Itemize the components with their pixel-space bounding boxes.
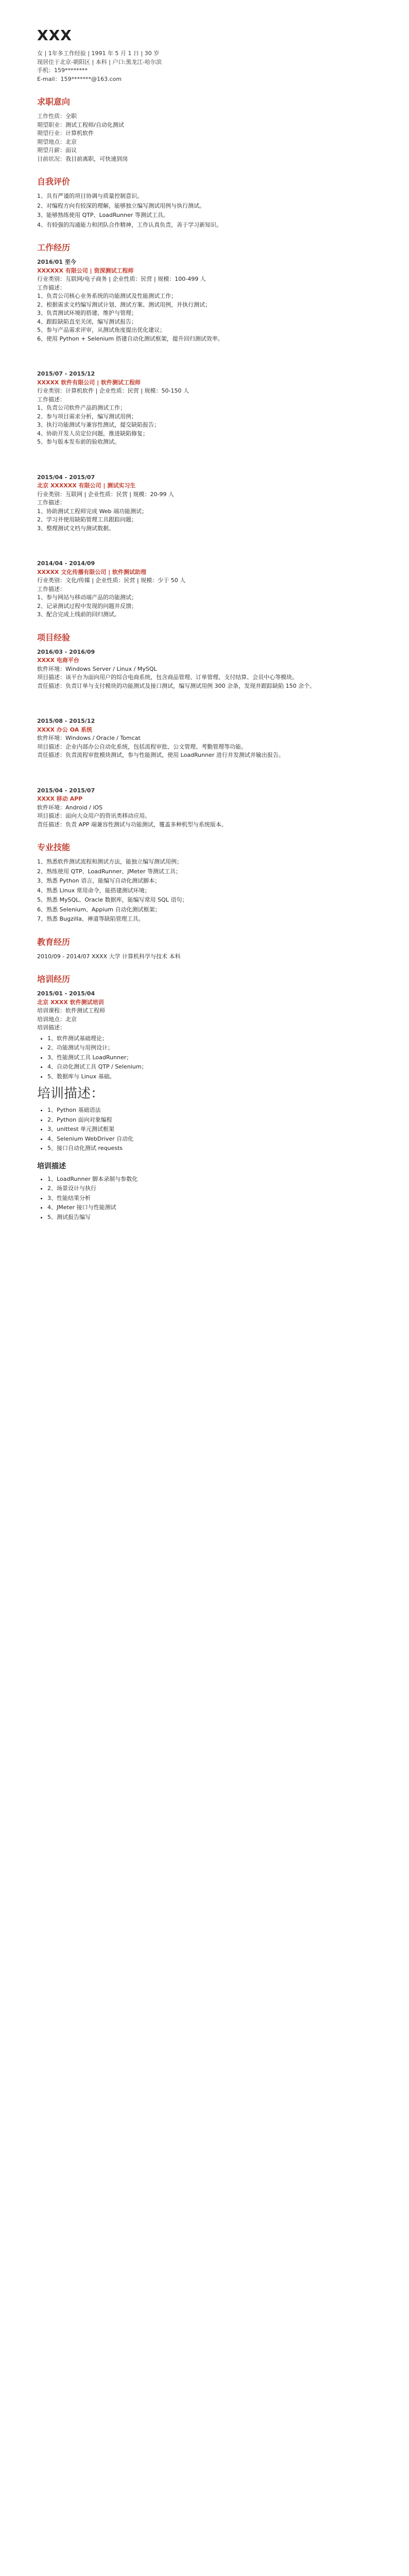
job-line: 5、参与产品需求评审，从测试角度提出优化建议； <box>37 327 165 333</box>
basic-info-line1: 女 | 1年多工作经验 | 1991 年 5 月 1 日 | 30 岁 <box>37 50 160 57</box>
job-line: 5、参与版本发布前的验收测试。 <box>37 438 120 445</box>
training-desc-label: 培训描述： <box>37 1024 65 1031</box>
intention-list <box>37 112 372 163</box>
job-company: XXXXXX 有限公司 | 资深测试工程师 <box>37 267 134 274</box>
python-list <box>47 1106 372 1153</box>
job-line: 2、根据需求文档编写测试计划、测试方案、测试用例，并执行测试； <box>37 301 211 308</box>
intention-item: 工作性质：全职 <box>37 113 77 120</box>
job-entry <box>37 258 372 343</box>
project-line: 责任描述：负责订单与支付模块的功能测试及接口测试，编写测试用例 300 余条，发现并跟踪缺陷 150 余个。 <box>37 682 315 689</box>
second-list <box>47 1175 372 1222</box>
self-eval-line: 3、能够熟练使用 QTP、LoadRunner 等测试工具。 <box>37 212 169 218</box>
project-entry <box>37 787 372 829</box>
self-eval-line: 2、对编程方向有较深的理解，能够独立编写测试用例与执行测试。 <box>37 202 205 209</box>
job-line: 1、参与网站与移动端产品的功能测试； <box>37 594 137 601</box>
skill-line: 6、熟悉 Selenium、Appium 自动化测试框架； <box>37 906 161 913</box>
self-eval-title: 自我评价 <box>37 177 71 187</box>
project-line: 软件环境：Windows Server / Linux / MySQL <box>37 665 157 672</box>
job-line: 1、负责公司核心业务系统的功能测试及性能测试工作； <box>37 293 177 299</box>
training-org: 北京 XXXX 软件测试培训 <box>37 998 104 1006</box>
list-item: • 2、场景设计与执行 <box>47 1184 372 1193</box>
job-line: 3、负责测试环境的搭建、维护与管理； <box>37 310 137 316</box>
project-date: 2016/03 - 2016/09 <box>37 648 95 655</box>
job-line: 行业类别：计算机软件 | 企业性质：民营 | 规模：50-150 人 <box>37 387 189 394</box>
job-line: 行业类别：互联网/电子商务 | 企业性质：民营 | 规模：100-499 人 <box>37 276 206 282</box>
project-name: XXXX 电商平台 <box>37 657 79 664</box>
training-date: 2015/01 - 2015/04 <box>37 990 95 997</box>
list-item: • 4、自动化测试工具 QTP / Selenium； <box>47 1063 372 1072</box>
job-company: XXXXX 文化传播有限公司 | 软件测试助理 <box>37 568 146 575</box>
training-second-title: 培训描述 <box>37 1162 66 1171</box>
skill-line: 5、熟悉 MySQL、Oracle 数据库，能编写常用 SQL 语句； <box>37 896 188 903</box>
list-item: • 4、JMeter 接口与性能测试 <box>47 1204 372 1212</box>
list-item: • 3、unittest 单元测试框架 <box>47 1125 372 1134</box>
list-item: • 5、数据库与 Linux 基础。 <box>47 1073 372 1081</box>
intention-item: 目前状况：我目前离职，可快速到岗 <box>37 155 128 162</box>
list-item: • 2、Python 面向对象编程 <box>47 1116 372 1125</box>
job-line: 2、学习并使用缺陷管理工具跟踪问题； <box>37 516 137 523</box>
job-date: 2015/07 - 2015/12 <box>37 370 95 377</box>
project-entry <box>37 648 372 691</box>
list-item: • 5、测试报告编写 <box>47 1213 372 1222</box>
list-item: • 3、性能测试工具 LoadRunner； <box>47 1054 372 1062</box>
skill-line: 1、熟悉软件测试流程和测试方法，能独立编写测试用例； <box>37 858 182 865</box>
intention-item: 期望地点：北京 <box>37 138 77 145</box>
work-title: 工作经历 <box>37 243 71 252</box>
skill-line: 3、熟悉 Python 语言，能编写自动化测试脚本； <box>37 877 161 884</box>
resume-name: XXX <box>37 27 72 44</box>
project-line: 项目描述：面向大众用户的资讯类移动应用。 <box>37 812 150 819</box>
list-item: • 1、Python 基础语法 <box>47 1106 372 1115</box>
job-line: 3、整理测试文档与测试数据。 <box>37 524 114 532</box>
job-company: 北京 XXXXXX 有限公司 | 测试实习生 <box>37 482 136 489</box>
job-line: 工作描述： <box>37 585 65 592</box>
list-item: • 3、性能结果分析 <box>47 1194 372 1203</box>
list-item: • 1、软件测试基础理论； <box>47 1035 372 1043</box>
job-company: XXXXX 软件有限公司 | 软件测试工程师 <box>37 379 141 386</box>
project-name: XXXX 办公 OA 系统 <box>37 726 92 733</box>
job-entry <box>37 473 372 533</box>
project-name: XXXX 移动 APP <box>37 795 83 802</box>
self-eval-line: 1、具有严谨的项目协调与质量控制意识。 <box>37 193 143 199</box>
skills-title: 专业技能 <box>37 842 71 852</box>
training-desc-list <box>47 1035 372 1081</box>
basic-info-line2: 现居住于北京-朝阳区 | 本科 | 户口:黑龙江-哈尔滨 <box>37 58 162 65</box>
education-line: 2010/09 - 2014/07 XXXX 大学 计算机科学与技术 本科 <box>37 953 181 960</box>
intention-title: 求职意向 <box>37 97 71 107</box>
education-title: 教育经历 <box>37 937 71 947</box>
project-line: 软件环境：Windows / Oracle / Tomcat <box>37 735 141 741</box>
job-line: 工作描述： <box>37 396 65 403</box>
job-line: 工作描述： <box>37 499 65 506</box>
job-line: 3、执行功能测试与兼容性测试，提交缺陷报告； <box>37 421 160 428</box>
job-line: 2、参与项目需求分析，编写测试用例； <box>37 413 137 420</box>
skill-line: 2、熟练使用 QTP、LoadRunner、JMeter 等测试工具； <box>37 868 181 875</box>
intention-item: 期望月薪：面议 <box>37 147 77 154</box>
project-line: 软件环境：Android / iOS <box>37 804 103 811</box>
training-title: 培训经历 <box>37 974 71 984</box>
list-item: • 5、接口自动化测试 requests <box>47 1144 372 1153</box>
list-item: • 2、功能测试与用例设计； <box>47 1044 372 1053</box>
project-line: 责任描述：负责 APP 端兼容性测试与功能测试，覆盖多种机型与系统版本。 <box>37 821 227 828</box>
job-line: 4、协助开发人员定位问题，推进缺陷修复； <box>37 430 148 437</box>
list-item: • 4、Selenium WebDriver 自动化 <box>47 1135 372 1144</box>
email: E-mail：159*******@163.com <box>37 75 122 82</box>
project-date: 2015/08 - 2015/12 <box>37 718 95 724</box>
skill-line: 4、熟悉 Linux 常用命令，能搭建测试环境； <box>37 887 150 894</box>
project-line: 项目描述：该平台为面向用户的综合电商系统，包含商品管理、订单管理、支付结算、会员中心等模块。 <box>37 674 298 681</box>
intention-item: 期望行业：计算机软件 <box>37 130 94 137</box>
training-entry <box>37 990 372 1222</box>
phone: 手机：159******** <box>37 67 88 74</box>
self-eval-line: 4、有较强的沟通能力和团队合作精神，工作认真负责，善于学习新知识。 <box>37 221 222 228</box>
training-big-title: 培训描述： <box>37 1086 105 1101</box>
job-line: 1、负责公司软件产品的测试工作； <box>37 404 126 411</box>
job-date: 2015/04 - 2015/07 <box>37 473 95 481</box>
job-line: 工作描述： <box>37 284 65 291</box>
job-date: 2014/04 - 2014/09 <box>37 560 95 567</box>
job-date: 2016/01 至今 <box>37 259 76 265</box>
project-date: 2015/04 - 2015/07 <box>37 787 95 794</box>
job-entry <box>37 560 372 619</box>
job-line: 2、记录测试过程中发现的问题并反馈； <box>37 602 137 609</box>
job-entry <box>37 370 372 447</box>
job-line: 行业类别：互联网 | 企业性质：民营 | 规模：20-99 人 <box>37 490 174 498</box>
skill-line: 7、熟悉 Bugzilla、禅道等缺陷管理工具。 <box>37 916 144 922</box>
projects-title: 项目经验 <box>37 632 71 642</box>
job-line: 6、使用 Python + Selenium 搭建自动化测试框架，提升回归测试效率。 <box>37 335 224 342</box>
project-line: 项目描述：企业内部办公自动化系统，包括流程审批、公文管理、考勤管理等功能。 <box>37 743 247 750</box>
job-line: 1、协助测试工程师完成 Web 端功能测试； <box>37 507 147 515</box>
training-location: 培训地点：北京 <box>37 1015 77 1023</box>
resume-page <box>0 0 409 1245</box>
job-line: 行业类别：文化/传媒 | 企业性质：民营 | 规模：少于 50 人 <box>37 577 186 584</box>
training-course: 培训课程：软件测试工程师 <box>37 1007 105 1014</box>
list-item: • 1、LoadRunner 脚本录制与参数化 <box>47 1175 372 1184</box>
job-line: 4、跟踪缺陷直至关闭，编写测试报告； <box>37 318 137 325</box>
project-line: 责任描述：负责流程审批模块测试，参与性能测试，使用 LoadRunner 进行并发测试并输出报告。 <box>37 752 284 758</box>
job-line: 3、配合完成上线前的回归测试。 <box>37 611 120 618</box>
project-entry <box>37 717 372 760</box>
intention-item: 期望职业：测试工程师/自动化测试 <box>37 121 124 128</box>
